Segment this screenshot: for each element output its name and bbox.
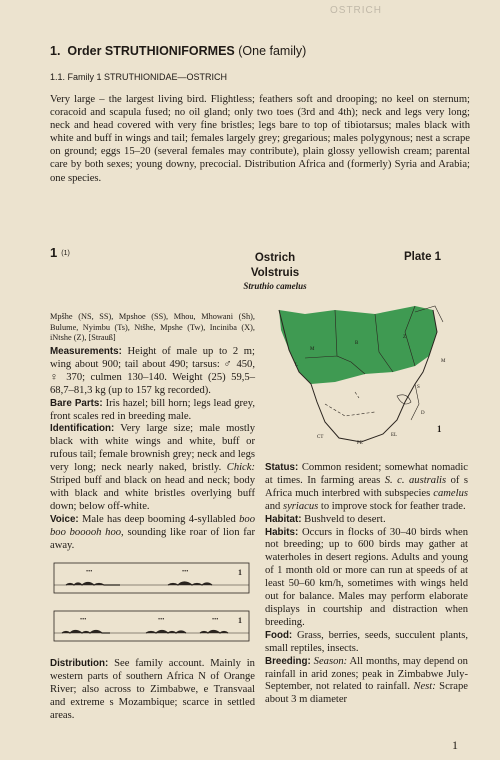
page-number: 1 <box>452 738 458 752</box>
show-through-text: OSTRICH <box>330 5 382 16</box>
habits-paragraph <box>265 527 468 630</box>
season-label: Season: <box>313 655 348 667</box>
map-label-l: L <box>295 363 299 368</box>
bare-parts-label: Bare Parts: <box>50 397 103 409</box>
species-account-left <box>50 346 255 553</box>
sonogram-track <box>54 563 249 593</box>
nest-label: Nest: <box>413 681 436 693</box>
measurements-paragraph <box>50 346 255 398</box>
identification-label: Identification: <box>50 423 115 435</box>
distribution-map <box>265 292 468 457</box>
chick-label: Chick: <box>226 462 255 474</box>
family-heading: 1.1. Family 1 STRUTHIONIDAE—OSTRICH <box>50 72 228 82</box>
species-account-right <box>265 462 468 707</box>
vernacular-names: Mpšhe (NS, SS), Mpshoe (SS), Mhou, Mhowani (Sh), Bulume, Nyimbu (Ts), Ntšhe, Mpshe (Tw), Inciniba (X), iNtshe (Z), [Strauß] <box>50 312 255 343</box>
map-label-b: B <box>355 341 359 346</box>
map-label-s: S <box>417 385 420 390</box>
map-number: 1 <box>437 424 442 434</box>
breeding-label: Breeding: <box>265 655 311 667</box>
order-heading <box>50 44 306 58</box>
sonogram-notes-2: ••• <box>182 569 189 575</box>
sonogram-label: 1 <box>238 568 242 577</box>
bare-parts-text: Iris hazel; bill horn; legs lead grey, front scales red in breeding male. <box>50 397 255 422</box>
sonogram-label: 1 <box>238 616 242 625</box>
dashed-boundaries <box>325 392 375 416</box>
breeding-paragraph <box>265 656 468 708</box>
food-text: Grass, berries, seeds, succulent plants, small reptiles, insects. <box>265 629 468 654</box>
bare-parts-paragraph <box>50 398 255 424</box>
map-label-m2: M <box>441 359 446 364</box>
family-description: Very large – the largest living bird. Flightless; feathers soft and drooping; no keel on sternum; coracoid and scapula fused; no oil gland; only two toes (3rd and 4th); neck and legs very long; neck and head covered with very fine bristles; legs bare to top of tibiotarsus; males black with white and buff in wings and tail; females largely grey; gregarious; males polygynous; nest a scrape on ground; eggs 15–20 (several females may contribute), plain glossy yellowish cream; parental care by both sexes; young downy, precocial. Distribution Africa and (formerly) Syria and Arabia; one species. <box>50 94 470 184</box>
identification-paragraph <box>50 423 255 513</box>
sonogram-notes: ••• <box>86 569 93 575</box>
food-label: Food: <box>265 629 293 641</box>
status-text-3: and <box>265 500 281 512</box>
voice-text-end: sounding like roar of lion far away. <box>50 526 256 551</box>
measurements-text: Height of male up to 2 m; wing about 900; tail about 490; tarsus: ♂ 450, ♀ 370; culmen 130–140. Weight (25) 59,5–68,7–81,3 kg (up to 157 kg recorded). <box>50 346 255 396</box>
order-name: Order STRUTHIONIFORMES <box>67 44 235 58</box>
distribution-text: See family account. Mainly in western parts of southern Africa N of Orange River; also across to Zimbabwe, e Transvaal and extreme s Mozambique; scarce in settled areas. <box>50 658 255 721</box>
breeding-text: All months, may depend on rainfall in arid zones; peak in Zimbabwe July-September, not related to rainfall. <box>265 655 468 693</box>
species-number-value: 1 <box>50 245 58 260</box>
sonograms <box>50 561 255 654</box>
sonogram-notes-3: ••• <box>212 617 219 623</box>
distribution-label: Distribution: <box>50 658 109 669</box>
sonogram-notes: ••• <box>80 617 87 623</box>
identification-text: Very large size; male mostly black with white wings and white, buff or rufous tail; female brownish grey; neck and legs very long; neck nearly naked, bristly. <box>50 423 256 474</box>
nest-text: Scrape about 3 m diameter <box>265 681 468 706</box>
map-label-el: EL <box>391 433 398 438</box>
plate-reference: Plate 1 <box>404 251 442 263</box>
status-subspecies-1: S. c. australis <box>384 474 447 486</box>
voice-text: Male has deep booming 4-syllabled <box>81 513 236 525</box>
status-label: Status: <box>265 462 299 473</box>
distribution-paragraph <box>50 658 255 723</box>
voice-label: Voice: <box>50 513 79 525</box>
species-number <box>50 245 70 260</box>
sonogram-notes-2: ••• <box>158 617 165 623</box>
map-label-ct: CT <box>317 435 324 440</box>
species-name-english: Ostrich <box>254 252 296 264</box>
map-label-pe: PE <box>357 441 363 446</box>
species-name-afrikaans: Volstruis <box>250 267 300 279</box>
southern-africa-map <box>265 292 468 452</box>
sonogram-figure <box>50 561 255 649</box>
food-paragraph <box>265 630 468 656</box>
voice-paragraph <box>50 514 255 553</box>
habitat-text: Bushveld to desert. <box>304 513 386 525</box>
habits-label: Habits: <box>265 526 299 538</box>
status-text-2: of s Africa much interbred with subspecies <box>265 474 468 499</box>
status-text-4: to improve stock for feather trade. <box>320 500 466 512</box>
habits-text: Occurs in flocks of 30–40 birds when not breeding; up to 600 birds may gather at waterholes in desert regions. Adults and young of 1 month old or more can run at speeds of at least 50–60 km/h, sometimes with wings held out for balance. Males may perform elaborate displays in courtship and distraction when breeding. <box>265 526 468 628</box>
map-label-d: D <box>421 411 425 416</box>
status-subspecies-3: syriacus <box>282 500 319 512</box>
status-paragraph <box>265 462 468 514</box>
map-label-z: Z <box>403 335 407 340</box>
status-text: Common resident; somewhat nomadic at times. In farming areas <box>265 462 468 486</box>
habitat-paragraph <box>265 514 468 527</box>
voice-call: boo boo booooh hoo, <box>50 513 255 538</box>
habitat-label: Habitat: <box>265 513 302 525</box>
order-number: 1. <box>50 44 61 58</box>
species-name-scientific: Struthio camelus <box>243 281 307 291</box>
chick-text: Striped buff and black on head and neck; body with black and white bristles overlying buff down; below off-white. <box>50 475 255 512</box>
status-subspecies-2: camelus <box>433 487 468 499</box>
roberts-number: (1) <box>61 250 70 257</box>
order-note: (One family) <box>238 44 307 58</box>
map-label-m: M <box>310 347 315 352</box>
sonogram-track <box>54 611 249 641</box>
measurements-label: Measurements: <box>50 346 122 357</box>
